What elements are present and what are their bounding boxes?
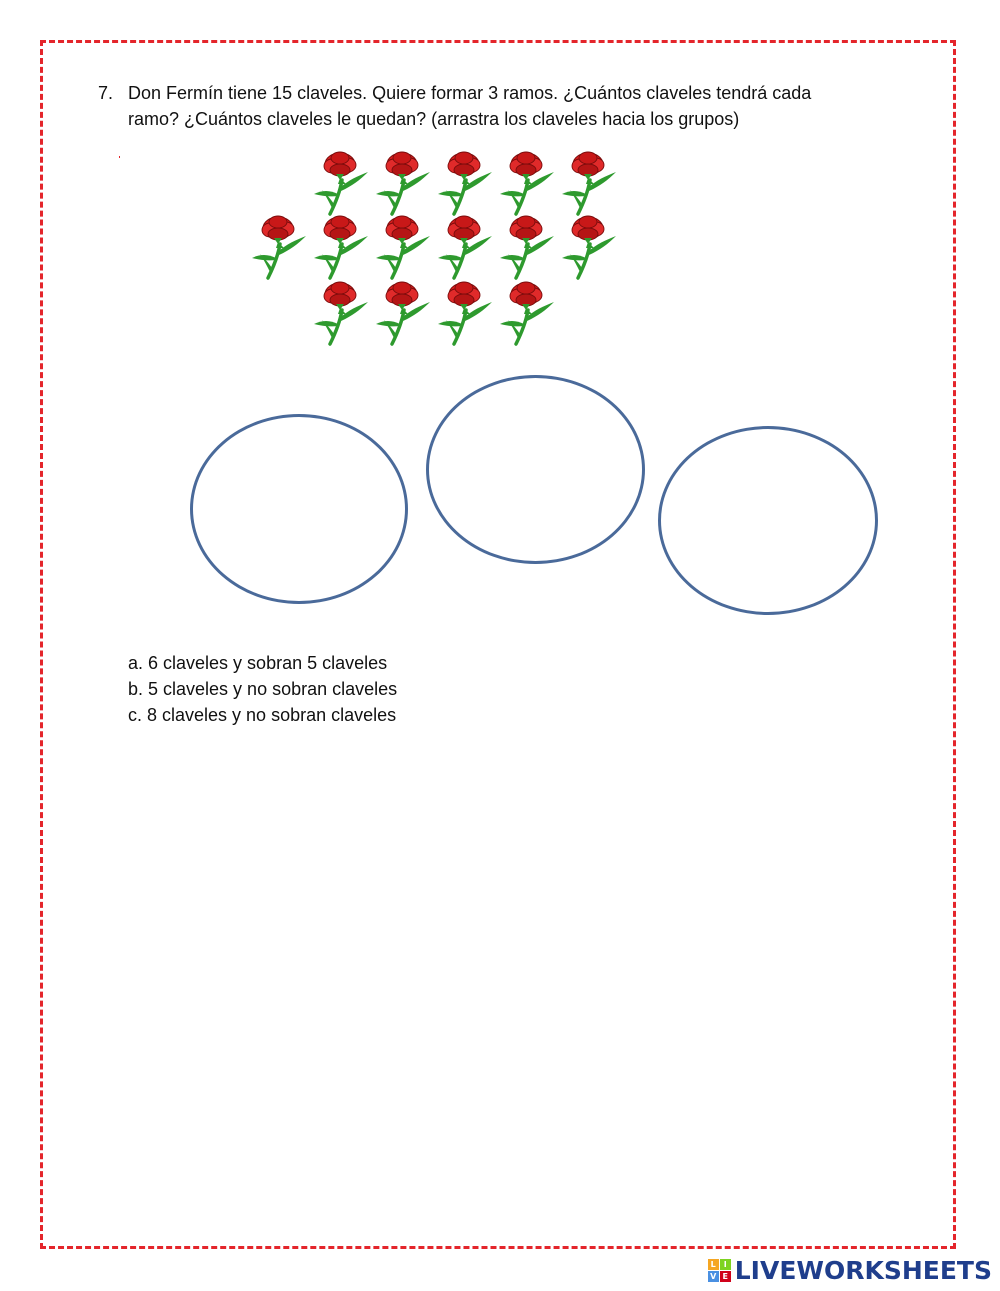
carnation-icon[interactable]	[304, 214, 374, 280]
carnation-icon[interactable]	[428, 214, 498, 280]
carnation-icon[interactable]	[304, 150, 374, 216]
answer-options	[128, 650, 397, 728]
question-line-1: Don Fermín tiene 15 claveles. Quiere formar 3 ramos. ¿Cuántos claveles tendrá cada	[128, 83, 812, 103]
carnation-icon[interactable]	[304, 280, 374, 346]
carnation-icon[interactable]	[366, 150, 436, 216]
group-circle-1[interactable]	[190, 414, 408, 604]
group-circle-3[interactable]	[658, 426, 878, 615]
option-b[interactable]: b. 5 claveles y no sobran claveles	[128, 679, 398, 699]
option-a[interactable]: a. 6 claveles y sobran 5 claveles	[128, 653, 388, 673]
carnation-icon[interactable]	[490, 150, 560, 216]
logo-mark-icon	[708, 1259, 731, 1282]
carnation-icon[interactable]	[428, 280, 498, 346]
logo-mark-letter: I	[720, 1259, 731, 1270]
logo-text: LIVEWORKSHEETS	[734, 1255, 992, 1285]
decorative-mark	[119, 156, 120, 158]
logo-mark-letter: V	[708, 1271, 719, 1282]
question-line-2: ramo? ¿Cuántos claveles le quedan? (arrastra los claveles hacia los grupos)	[128, 109, 740, 129]
carnation-icon[interactable]	[552, 214, 622, 280]
carnation-icon[interactable]	[366, 214, 436, 280]
liveworksheets-logo	[708, 1255, 992, 1285]
option-c[interactable]: c. 8 claveles y no sobran claveles	[128, 705, 397, 725]
question-text	[128, 80, 888, 132]
carnation-icon[interactable]	[490, 280, 560, 346]
carnation-icon[interactable]	[428, 150, 498, 216]
logo-mark-letter: E	[720, 1271, 731, 1282]
carnation-icon[interactable]	[242, 214, 312, 280]
carnation-icon[interactable]	[490, 214, 560, 280]
logo-mark-letter: L	[708, 1259, 719, 1270]
group-circle-2[interactable]	[426, 375, 645, 564]
carnation-icon[interactable]	[366, 280, 436, 346]
question-number: 7.	[98, 83, 114, 103]
carnation-icon[interactable]	[552, 150, 622, 216]
